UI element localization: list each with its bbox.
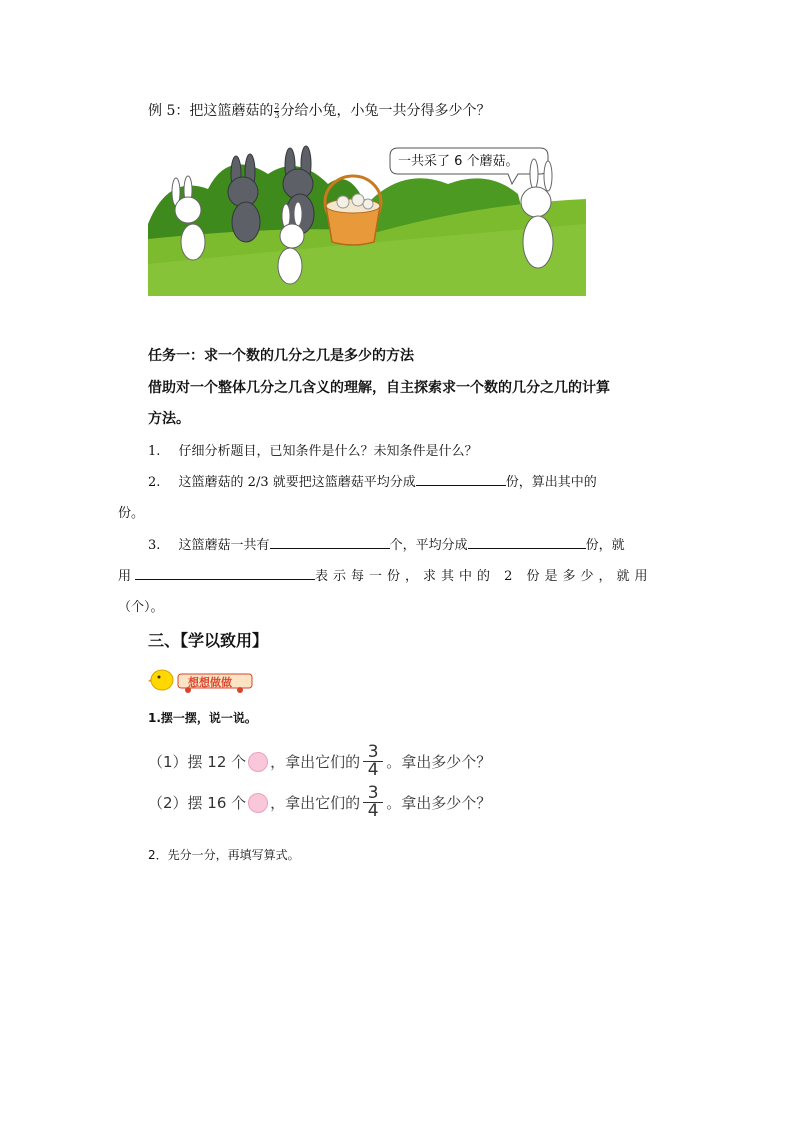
q2-blank-1[interactable]: [416, 471, 506, 486]
item1-frac-den: 4: [367, 760, 379, 780]
exercise1-item1: [148, 744, 491, 779]
question-3-line2: [118, 565, 653, 584]
q3-line2-a: 用: [118, 569, 132, 584]
illustration-image: [148, 144, 586, 296]
q2-number: 2.: [148, 475, 161, 490]
section3-title: 三、【学以致用】: [148, 631, 269, 650]
q3-text-b: 个，平均分成: [389, 538, 468, 553]
q3-text-c: 份，就: [585, 538, 625, 553]
speech-bubble-text: 一共采了 6 个蘑菇。: [398, 154, 519, 169]
q3-blank-2[interactable]: [468, 534, 586, 549]
example-prefix: 例 5：把这篮蘑菇的: [148, 103, 274, 119]
question-2: [148, 471, 597, 490]
item2-text-a: （2）摆 16 个: [148, 794, 247, 812]
task1-desc-line2: 方法。: [148, 411, 190, 427]
q3-blank-1[interactable]: [270, 534, 390, 549]
task1-desc-line1: 借助对一个整体几分之几含义的理解，自主探索求一个数的几分之几的计算: [148, 380, 610, 396]
question-1: [148, 440, 478, 459]
item1-text-b: ，拿出它们的: [270, 753, 361, 771]
item1-text-c: 。拿出多少个？: [386, 753, 492, 771]
question-3: [148, 534, 625, 553]
practice-badge: [148, 664, 254, 694]
example-frac-den: 3: [274, 110, 280, 120]
exercise2-title: 2．先分一分，再填写算式。: [148, 848, 300, 862]
q3-text-a: 这篮蘑菇一共有: [178, 538, 270, 553]
task1-title: 任务一：求一个数的几分之几是多少的方法: [148, 348, 414, 364]
exercise1-item2: [148, 785, 491, 820]
pink-circle-icon: [248, 752, 268, 772]
item1-frac-num: 3: [367, 742, 379, 762]
example-frac-num: 2: [274, 101, 280, 111]
item2-text-b: ，拿出它们的: [270, 794, 361, 812]
example-line: [148, 100, 490, 120]
q1-text: 仔细分析题目，已知条件是什么？未知条件是什么？: [178, 444, 478, 459]
rabbits-illustration: [148, 144, 586, 296]
q3-number: 3.: [148, 538, 161, 553]
item2-frac-den: 4: [367, 801, 379, 821]
pink-circle-icon: [248, 793, 268, 813]
item2-frac-num: 3: [367, 783, 379, 803]
q1-number: 1.: [148, 444, 161, 459]
q2-text-c: 份。: [118, 506, 145, 521]
exercise1-title: 1.摆一摆，说一说。: [148, 711, 257, 725]
q3-blank-3[interactable]: [135, 565, 315, 580]
item1-text-a: （1）摆 12 个: [148, 753, 247, 771]
item2-text-c: 。拿出多少个？: [386, 794, 492, 812]
example-fraction: [274, 103, 279, 120]
item2-fraction: [363, 785, 383, 820]
badge-label: 想想做做: [188, 676, 232, 689]
q3-line2-b: 表示每一份，求其中的 2 份是多少，就用: [315, 569, 653, 584]
q2-text-b: 份，算出其中的: [505, 475, 597, 490]
example-suffix: 分给小兔，小兔一共分得多少个？: [280, 103, 491, 119]
item1-fraction: [363, 744, 383, 779]
q3-line3: （个）。: [118, 600, 164, 615]
q2-text-a: 这篮蘑菇的 2/3 就要把这篮蘑菇平均分成: [178, 475, 416, 490]
